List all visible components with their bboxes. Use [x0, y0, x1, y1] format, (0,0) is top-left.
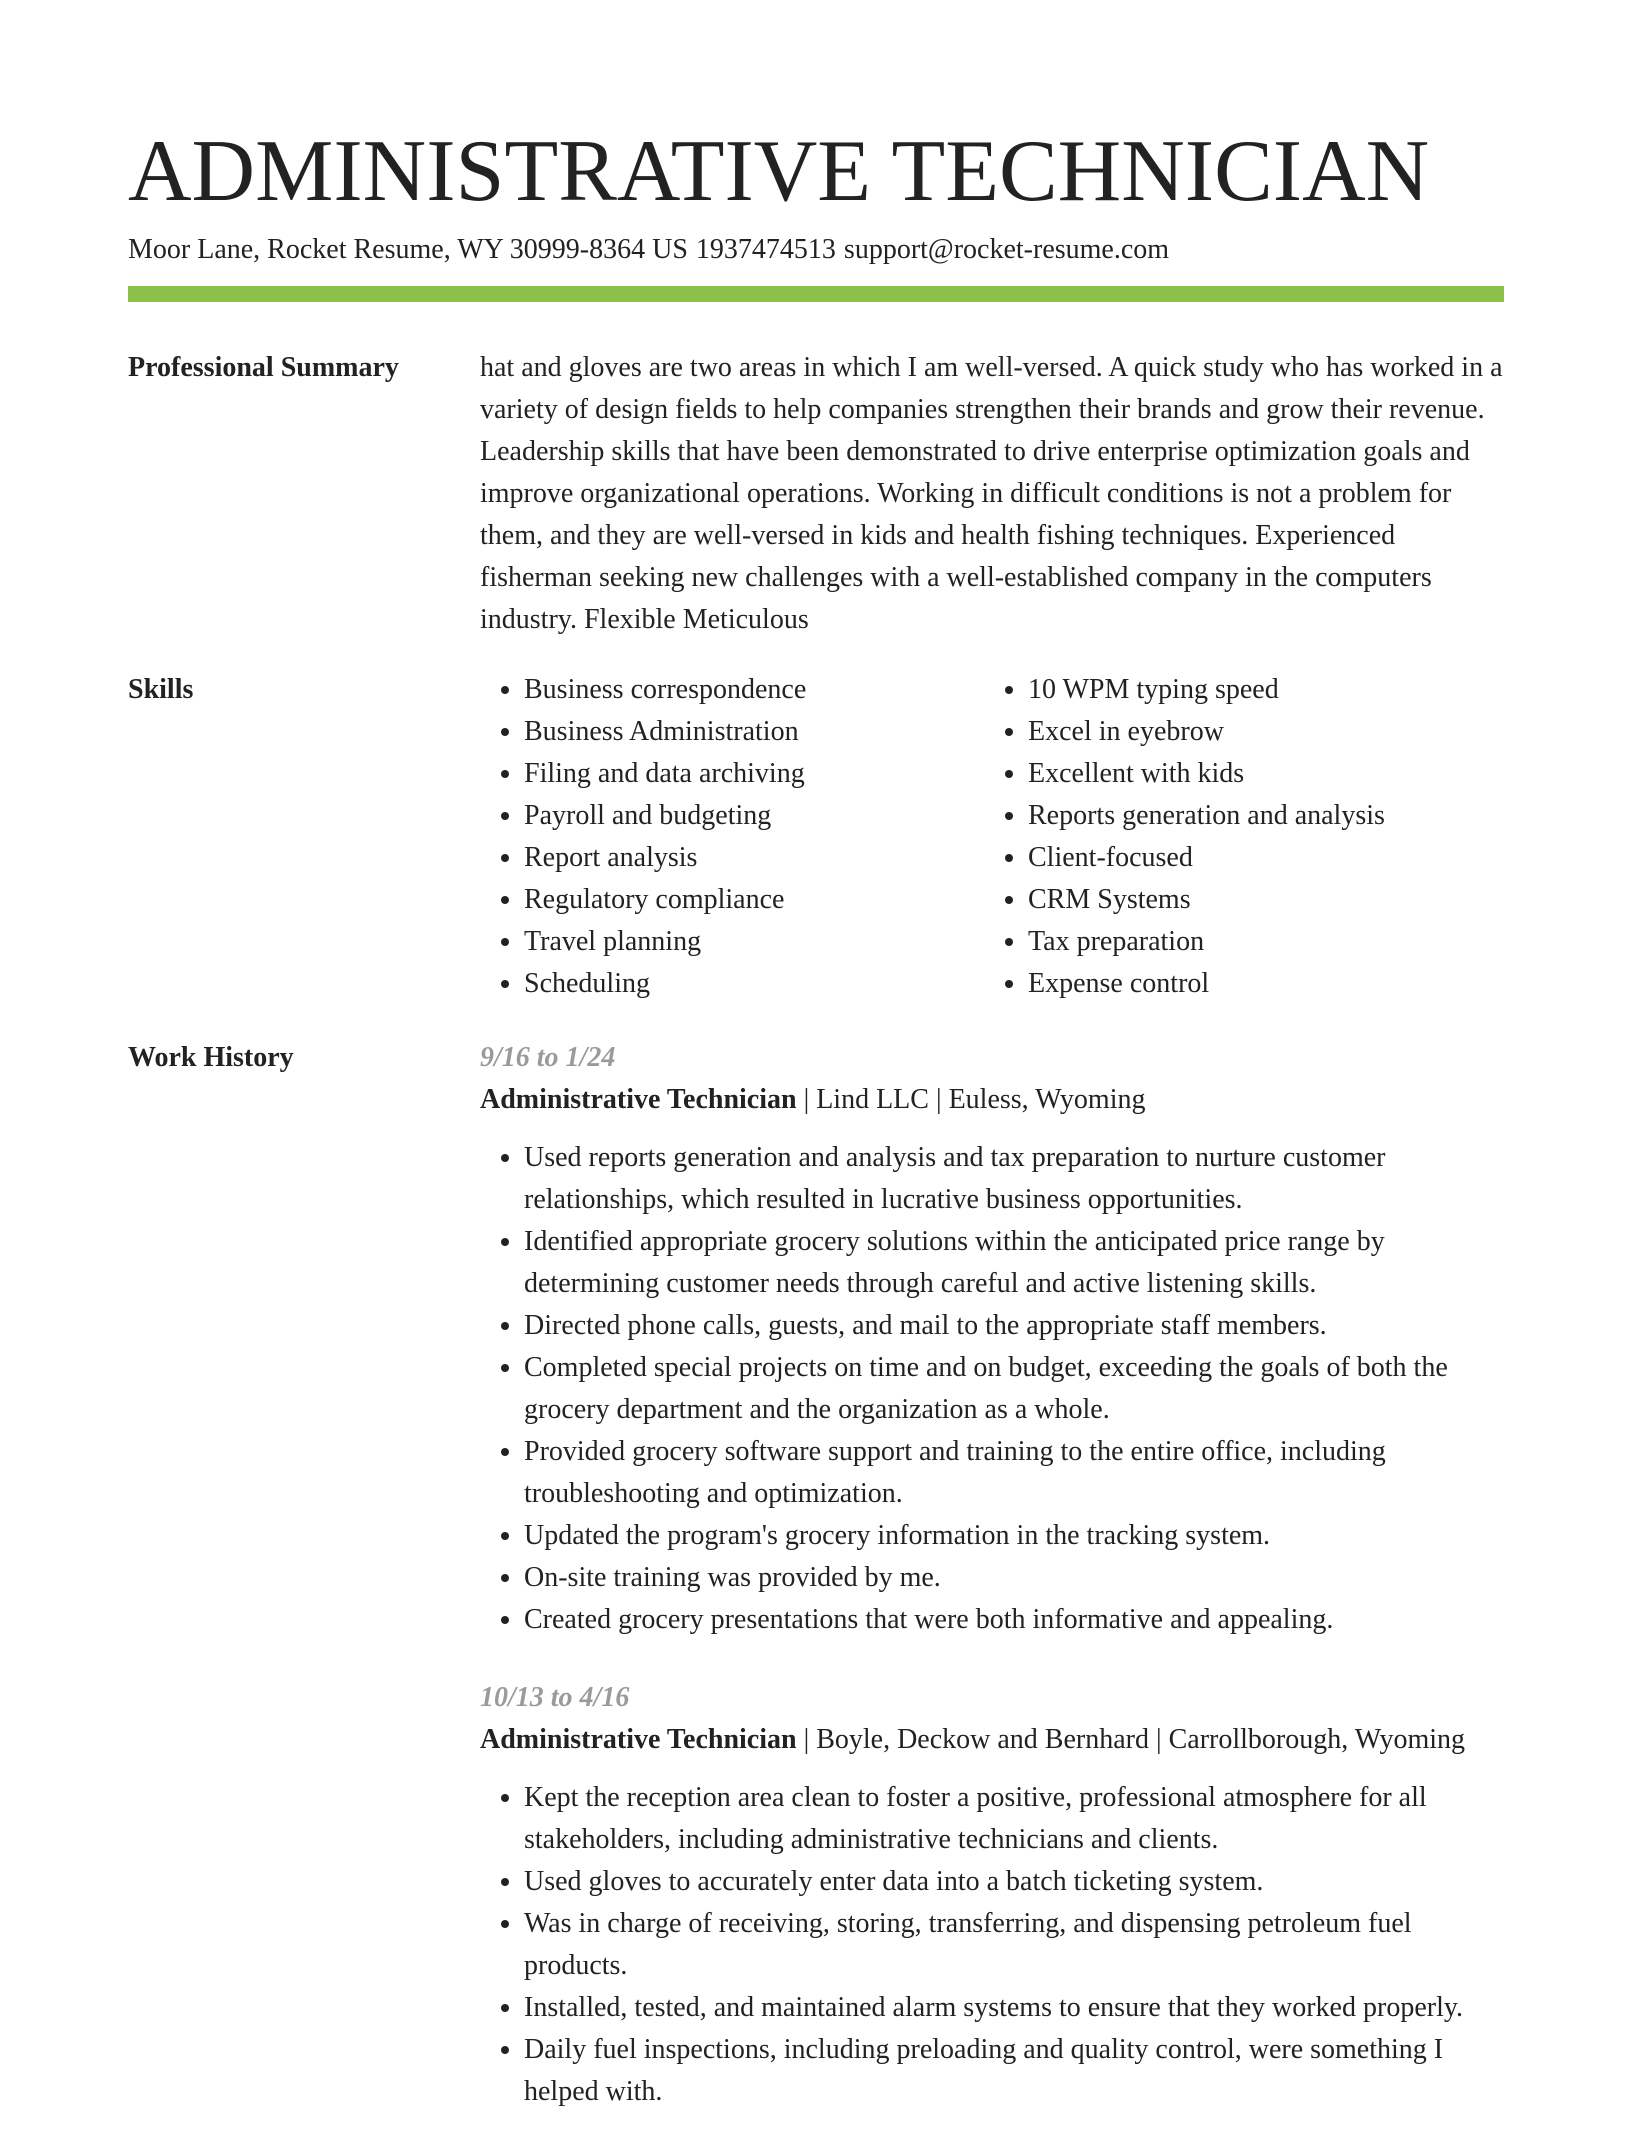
job-bullets	[480, 1777, 1504, 2113]
skills-list-left	[480, 669, 984, 1005]
job-bullet: • Was in charge of receiving, storing, transferring, and dispensing petroleum fuel products.	[524, 1903, 1504, 1987]
contact-phone: 1937474513	[695, 234, 836, 265]
job-bullet: • Completed special projects on time and on budget, exceeding the goals of both the grocery department and the organization as a whole.	[524, 1347, 1504, 1431]
work-history-heading: Work History	[128, 1042, 294, 1073]
job-bullet: • Created grocery presentations that were both informative and appealing.	[524, 1599, 1504, 1641]
skill-item: • Excel in eyebrow	[1028, 711, 1488, 753]
job-bullet: • On-site training was provided by me.	[524, 1557, 1504, 1599]
job-details: | Lind LLC | Euless, Wyoming	[796, 1084, 1146, 1115]
job-bullet: • Identified appropriate grocery solutions within the anticipated price range by determining customer needs through careful and active listening skills.	[524, 1221, 1504, 1305]
job-entry	[480, 1677, 1504, 2113]
job-title-line	[480, 1719, 1504, 1761]
job-date: 9/16 to 1/24	[480, 1042, 616, 1073]
header-divider	[128, 286, 1504, 302]
skill-item: • Expense control	[1028, 963, 1488, 1005]
skill-item: • Payroll and budgeting	[524, 795, 984, 837]
skill-item: • 10 WPM typing speed	[1028, 669, 1488, 711]
skill-item: • Reports generation and analysis	[1028, 795, 1488, 837]
job-bullet: • Directed phone calls, guests, and mail to the appropriate staff members.	[524, 1305, 1504, 1347]
job-bullet: • Installed, tested, and maintained alarm systems to ensure that they worked properly.	[524, 1987, 1504, 2029]
job-date: 10/13 to 4/16	[480, 1682, 630, 1713]
skill-item: • Excellent with kids	[1028, 753, 1488, 795]
skill-item: • Filing and data archiving	[524, 753, 984, 795]
job-bullets	[480, 1137, 1504, 1641]
summary-heading: Professional Summary	[128, 352, 399, 383]
summary-text: hat and gloves are two areas in which I am well-versed. A quick study who has worked in a variety of design fields to help companies strengthen their brands and grow their revenue. Leadership skills that have been demonstrated to drive enterprise optimization goals and improve organizational operations. Working in difficult conditions is not a problem for them, and they are well-versed in kids and health fishing techniques. Experienced fisherman seeking new challenges with a well-established company in the computers industry. Flexible Meticulous	[480, 352, 1503, 635]
candidate-name: ADMINISTRATIVE TECHNICIAN	[128, 123, 1430, 220]
job-bullet: • Daily fuel inspections, including preloading and quality control, were something I helped with.	[524, 2029, 1504, 2113]
job-bullet: • Kept the reception area clean to foster a positive, professional atmosphere for all stakeholders, including administrative technicians and clients.	[524, 1777, 1504, 1861]
skill-item: • Travel planning	[524, 921, 984, 963]
skill-item: • Tax preparation	[1028, 921, 1488, 963]
job-details: | Boyle, Deckow and Bernhard | Carrollborough, Wyoming	[796, 1724, 1466, 1755]
skill-item: • Regulatory compliance	[524, 879, 984, 921]
skill-item: • Client-focused	[1028, 837, 1488, 879]
contact-line	[128, 230, 1169, 270]
job-title: Administrative Technician	[480, 1724, 797, 1755]
skill-item: • Business Administration	[524, 711, 984, 753]
job-bullet: • Updated the program's grocery information in the tracking system.	[524, 1515, 1504, 1557]
skill-item: • Scheduling	[524, 963, 984, 1005]
skills-heading: Skills	[128, 674, 194, 705]
skills-body	[480, 669, 1504, 1005]
job-bullet: • Used gloves to accurately enter data into a batch ticketing system.	[524, 1861, 1504, 1903]
contact-address: Moor Lane, Rocket Resume, WY 30999-8364 US	[128, 234, 688, 265]
job-title: Administrative Technician	[480, 1084, 797, 1115]
work-history-body	[480, 1037, 1504, 2149]
job-title-line	[480, 1079, 1504, 1121]
job-bullet: • Used reports generation and analysis and tax preparation to nurture customer relationships, which resulted in lucrative business opportunities.	[524, 1137, 1504, 1221]
job-entry	[480, 1037, 1504, 1641]
skill-item: • CRM Systems	[1028, 879, 1488, 921]
skill-item: • Business correspondence	[524, 669, 984, 711]
contact-email: support@rocket-resume.com	[843, 234, 1170, 265]
skill-item: • Report analysis	[524, 837, 984, 879]
summary-body	[480, 347, 1504, 641]
skills-list-right	[984, 669, 1488, 1005]
job-bullet: • Provided grocery software support and training to the entire office, including troubleshooting and optimization.	[524, 1431, 1504, 1515]
